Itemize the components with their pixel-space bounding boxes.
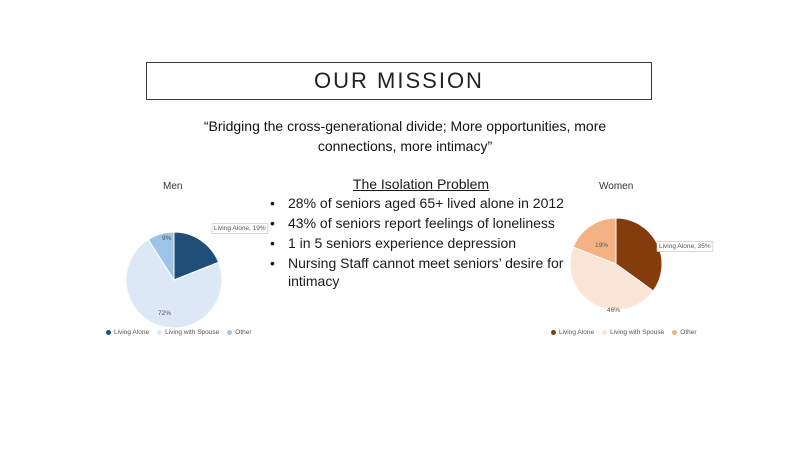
slide-title: OUR MISSION bbox=[314, 68, 484, 93]
bullet-text: 1 in 5 seniors experience depression bbox=[288, 235, 517, 251]
section-heading: The Isolation Problem bbox=[352, 176, 490, 192]
bullet-text: 43% of seniors report feelings of loneliness bbox=[288, 215, 555, 231]
legend-swatch bbox=[551, 330, 556, 335]
legend-item bbox=[602, 329, 664, 336]
legend-label: Other bbox=[680, 329, 697, 336]
data-label: 72% bbox=[158, 310, 172, 317]
legend-swatch bbox=[227, 330, 232, 335]
bullet-item bbox=[266, 194, 576, 212]
legend-item bbox=[551, 329, 594, 336]
legend-label: Living with Spouse bbox=[165, 329, 220, 336]
legend-item bbox=[157, 329, 219, 336]
chart-legend bbox=[551, 329, 697, 336]
legend-swatch bbox=[672, 330, 677, 335]
bullet-dot: • bbox=[270, 235, 275, 251]
chart-title: Men bbox=[163, 181, 183, 192]
legend-label: Living Alone bbox=[114, 329, 150, 336]
bullet-list bbox=[266, 194, 576, 290]
mission-quote: “Bridging the cross-generational divide; More opportunities, more connections, more intimacy” bbox=[203, 118, 607, 154]
bullet-text: 28% of seniors aged 65+ lived alone in 2012 bbox=[288, 195, 564, 211]
legend-label: Living Alone bbox=[559, 329, 595, 336]
data-label: 19% bbox=[595, 242, 609, 249]
bullet-item bbox=[266, 214, 576, 232]
data-label: Living Alone, 19% bbox=[214, 225, 266, 232]
bullet-dot: • bbox=[270, 215, 275, 231]
legend-label: Other bbox=[235, 329, 252, 336]
isolation-section bbox=[266, 176, 576, 292]
bullet-item bbox=[266, 254, 576, 290]
data-label: 46% bbox=[607, 307, 621, 314]
legend-swatch bbox=[157, 330, 162, 335]
legend-swatch bbox=[602, 330, 607, 335]
legend-item bbox=[106, 329, 149, 336]
women-chart bbox=[545, 175, 711, 345]
bullet-dot: • bbox=[270, 195, 275, 211]
legend-item bbox=[227, 329, 251, 336]
data-label: 9% bbox=[162, 235, 172, 242]
title-box bbox=[146, 62, 652, 100]
chart-legend bbox=[106, 329, 252, 336]
men-chart bbox=[100, 175, 266, 345]
bullet-text: Nursing Staff cannot meet seniors’ desire for intimacy bbox=[288, 255, 564, 289]
legend-item bbox=[672, 329, 696, 336]
data-label-callout bbox=[657, 242, 713, 252]
bullet-item bbox=[266, 234, 576, 252]
men-pie-chart bbox=[100, 195, 266, 345]
legend-swatch bbox=[106, 330, 111, 335]
bullet-dot: • bbox=[270, 255, 275, 271]
data-label-callout bbox=[212, 224, 268, 234]
legend-label: Living with Spouse bbox=[610, 329, 665, 336]
chart-title: Women bbox=[599, 181, 634, 192]
data-label: Living Alone, 35% bbox=[659, 243, 711, 250]
women-pie-chart bbox=[545, 195, 711, 345]
